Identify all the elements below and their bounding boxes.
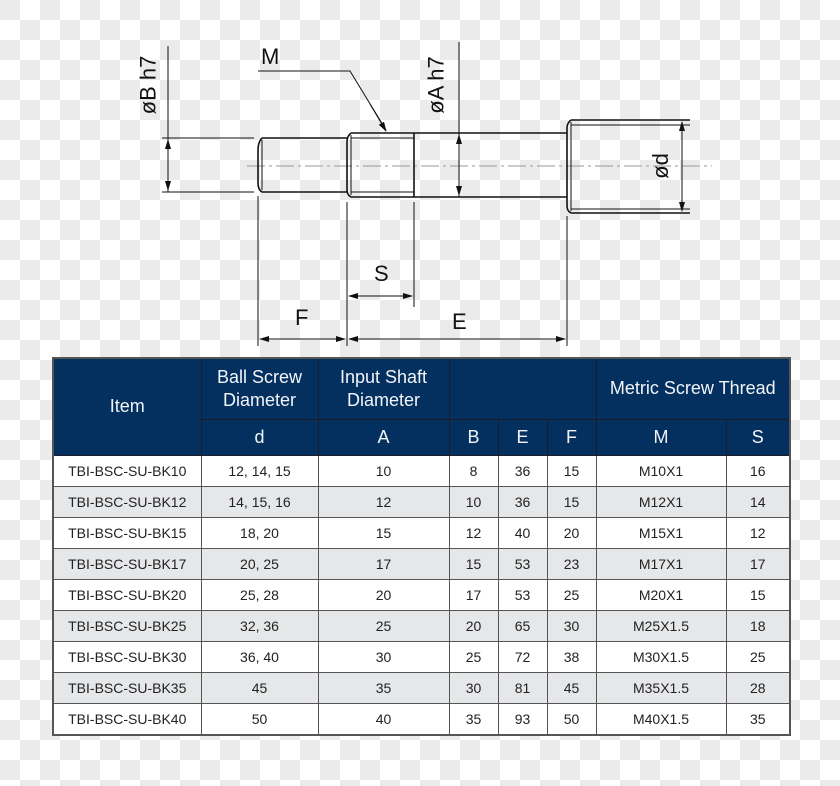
cell-b: 17 <box>449 580 498 611</box>
cell-b: 8 <box>449 456 498 487</box>
cell-s: 35 <box>726 704 790 736</box>
cell-thread-m: M17X1 <box>596 549 726 580</box>
table-row <box>53 456 790 487</box>
cell-e: 36 <box>498 456 547 487</box>
cell-ball-screw-d: 32, 36 <box>201 611 318 642</box>
cell-f: 25 <box>547 580 596 611</box>
dia-b-label: øB h7 <box>135 55 161 115</box>
header-s: S <box>726 420 790 456</box>
cell-b: 10 <box>449 487 498 518</box>
cell-f: 30 <box>547 611 596 642</box>
cell-s: 18 <box>726 611 790 642</box>
cell-item: TBI-BSC-SU-BK12 <box>53 487 201 518</box>
header-input-shaft-diameter: Input Shaft Diameter <box>318 358 449 420</box>
cell-input-shaft-a: 10 <box>318 456 449 487</box>
cell-s: 25 <box>726 642 790 673</box>
header-b: B <box>449 420 498 456</box>
cell-thread-m: M30X1.5 <box>596 642 726 673</box>
cell-input-shaft-a: 12 <box>318 487 449 518</box>
table-row <box>53 518 790 549</box>
cell-f: 45 <box>547 673 596 704</box>
header-e: E <box>498 420 547 456</box>
cell-e: 81 <box>498 673 547 704</box>
cell-e: 72 <box>498 642 547 673</box>
table-row <box>53 549 790 580</box>
cell-item: TBI-BSC-SU-BK10 <box>53 456 201 487</box>
length-s-label: S <box>374 261 389 286</box>
cell-ball-screw-d: 14, 15, 16 <box>201 487 318 518</box>
cell-item: TBI-BSC-SU-BK15 <box>53 518 201 549</box>
header-m: M <box>596 420 726 456</box>
cell-f: 15 <box>547 456 596 487</box>
cell-f: 50 <box>547 704 596 736</box>
cell-thread-m: M15X1 <box>596 518 726 549</box>
spec-table <box>52 357 791 736</box>
cell-thread-m: M40X1.5 <box>596 704 726 736</box>
cell-s: 17 <box>726 549 790 580</box>
cell-e: 53 <box>498 549 547 580</box>
cell-b: 12 <box>449 518 498 549</box>
cell-input-shaft-a: 15 <box>318 518 449 549</box>
header-f: F <box>547 420 596 456</box>
header-a: A <box>318 420 449 456</box>
length-f-label: F <box>295 305 309 330</box>
cell-item: TBI-BSC-SU-BK17 <box>53 549 201 580</box>
cell-e: 36 <box>498 487 547 518</box>
cell-s: 14 <box>726 487 790 518</box>
cell-b: 25 <box>449 642 498 673</box>
cell-ball-screw-d: 18, 20 <box>201 518 318 549</box>
table-row <box>53 673 790 704</box>
shaft-diagram <box>0 0 840 350</box>
cell-ball-screw-d: 50 <box>201 704 318 736</box>
cell-thread-m: M25X1.5 <box>596 611 726 642</box>
header-item: Item <box>53 358 201 456</box>
header-metric-screw-thread: Metric Screw Thread <box>596 358 790 420</box>
table-row <box>53 642 790 673</box>
dia-a-label: øA h7 <box>423 56 449 114</box>
cell-thread-m: M12X1 <box>596 487 726 518</box>
cell-input-shaft-a: 40 <box>318 704 449 736</box>
cell-item: TBI-BSC-SU-BK25 <box>53 611 201 642</box>
cell-ball-screw-d: 45 <box>201 673 318 704</box>
cell-input-shaft-a: 30 <box>318 642 449 673</box>
cell-item: TBI-BSC-SU-BK30 <box>53 642 201 673</box>
header-blank <box>449 358 596 420</box>
shaft-drawing <box>0 0 840 350</box>
cell-s: 16 <box>726 456 790 487</box>
cell-b: 15 <box>449 549 498 580</box>
header-d: d <box>201 420 318 456</box>
cell-e: 40 <box>498 518 547 549</box>
cell-input-shaft-a: 20 <box>318 580 449 611</box>
cell-s: 15 <box>726 580 790 611</box>
cell-f: 38 <box>547 642 596 673</box>
cell-b: 30 <box>449 673 498 704</box>
cell-thread-m: M35X1.5 <box>596 673 726 704</box>
cell-item: TBI-BSC-SU-BK40 <box>53 704 201 736</box>
thread-m-label: M <box>261 44 280 69</box>
cell-e: 65 <box>498 611 547 642</box>
cell-f: 23 <box>547 549 596 580</box>
cell-b: 20 <box>449 611 498 642</box>
cell-e: 93 <box>498 704 547 736</box>
cell-item: TBI-BSC-SU-BK35 <box>53 673 201 704</box>
cell-e: 53 <box>498 580 547 611</box>
cell-ball-screw-d: 36, 40 <box>201 642 318 673</box>
cell-f: 20 <box>547 518 596 549</box>
cell-ball-screw-d: 12, 14, 15 <box>201 456 318 487</box>
cell-input-shaft-a: 17 <box>318 549 449 580</box>
cell-f: 15 <box>547 487 596 518</box>
header-ball-screw-diameter: Ball Screw Diameter <box>201 358 318 420</box>
cell-ball-screw-d: 20, 25 <box>201 549 318 580</box>
table-row <box>53 487 790 518</box>
table-row <box>53 580 790 611</box>
cell-s: 12 <box>726 518 790 549</box>
dia-d-label: ød <box>647 153 673 179</box>
length-e-label: E <box>452 309 467 334</box>
cell-input-shaft-a: 35 <box>318 673 449 704</box>
cell-thread-m: M10X1 <box>596 456 726 487</box>
cell-thread-m: M20X1 <box>596 580 726 611</box>
table-row <box>53 704 790 736</box>
cell-input-shaft-a: 25 <box>318 611 449 642</box>
table-row <box>53 611 790 642</box>
cell-item: TBI-BSC-SU-BK20 <box>53 580 201 611</box>
cell-ball-screw-d: 25, 28 <box>201 580 318 611</box>
cell-s: 28 <box>726 673 790 704</box>
cell-b: 35 <box>449 704 498 736</box>
